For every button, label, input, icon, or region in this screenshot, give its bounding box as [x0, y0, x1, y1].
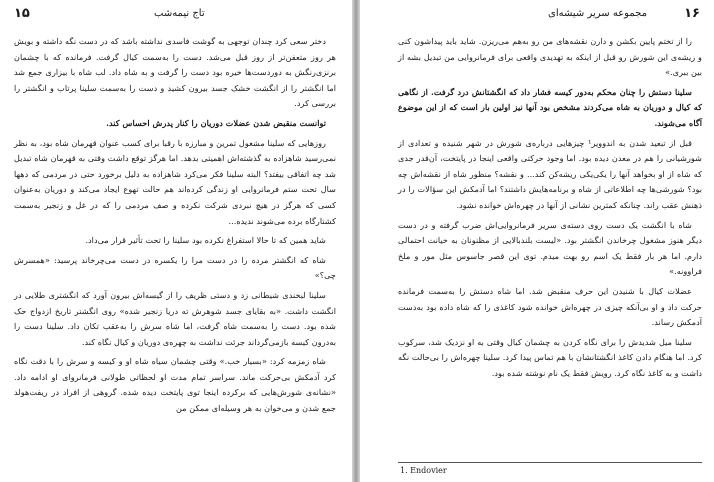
left-page: [0, 0, 352, 482]
left-page-running-title: تاج نیمه‌شب: [154, 8, 205, 19]
paragraph: سلینا لبخندی شیطانی زد و دستی ظریف را از گیسه‌اش بیرون آورد که انگشتری طلایی در انگشت داشت. «به بقایای جسد شوهرش ته دریا زنجیر شده» روی انگشتر تاریخ ازدواج حک شده بود. دست را به‌سمت شاه گرفت، اما شاه سرش را به‌عقب تکان داد. سلینا دست را به‌درون کیسه بازمی‌گرداند جرئت نداشت به چهره‌ی دوریان و کیال نگاه کند.: [14, 289, 336, 347]
paragraph: قبل از تبعید شدن به اندوویر¹ چیزهایی درباره‌ی شورش در شهر شنیده و تعدادی از شورشیانی را هم در معدن دیده بود. اما وجود حرکتی واقعی اینجا در پایتخت، آن‌قدر جدی که شاه از او بخواهد آنها را یکی‌یکی ریشه‌کن کند... و نقشه؟ منظور شاه از نقشه‌اش چه بود؟ شورشی‌ها چه اطلاعاتی از شاه و برنامه‌هایش داشتند؟ اما آدمکش این سؤالات را در ذهنش عقب راند. چنانکه کمترین نشانی از آنها در چهره‌اش خوانده نشود.: [398, 137, 702, 210]
paragraph: روزهایی که سلینا مشغول تمرین و مبارزه با رقبا برای کسب عنوان قهرمان شاه بود، به نظر نمی‌رسید شاهزاده به گذشته‌اش اهمیتی بدهد. اما هرگز توقع داشت وقتی به قهرمان شاه تبدیل شد چه اتفاقی بیفتد؟ البته سلینا فکر می‌کرد شاهزاده به دلیل برخورد حتی در مردمی که دهها سال تحت ستم فرمانروایی او زندگی کرده‌اند هم حالت تهوع ایجاد می‌کند و دوریان به‌عنوان کسی که هرگز در هیچ نبردی شرکت نکرده و صف مردمی را که در غل و زنجیر به‌سمت کشتارگاه برده می‌شوند ندیده...: [14, 137, 336, 226]
right-page-header: [372, 8, 700, 24]
paragraph: سلینا میل شدیدش را برای نگاه کردن به چشمان کیال وقتی به او نزدیک شد، سرکوب کرد. اما هنگام دادن کاغذ انگشتانشان با هم تماس پیدا کرد. سلینا چهره‌اش را بی‌حالت نگه داشت و به کاغذ نگاه کرد. رویش فقط یک نام نوشته شده بود.: [398, 336, 702, 378]
paragraph: عضلات کیال با شنیدن این حرف منقبض شد. اما شاه دستش را به‌سمت فرمانده حرکت داد و او بی‌آنکه چیزی در چهره‌اش خوانده شود کاغذی را که شاه داده بود به‌دست آدمکش رساند.: [398, 285, 702, 328]
right-page-number: ۱۶: [684, 6, 700, 21]
paragraph: شاه که انگشتر مرده را در دست مرا را یکسره در دست می‌چرخاند پرسید: «همسرش چی؟»: [14, 254, 336, 281]
right-page-running-title: مجموعه سریر شیشه‌ای: [548, 8, 647, 19]
paragraph: را از تختم پایین بکشن و دارن نقشه‌های من رو به‌هم می‌ریزن. شاید باید پیداشون کنی و ریشه‌ی این شورش رو قبل از اینکه به تهدیدی واقعی برای فرمانروایی من تبدیل بشه از بین ببری.»: [398, 36, 702, 78]
footnote-divider: [398, 462, 702, 463]
book-gutter: [352, 0, 360, 482]
footnote: 1. Endovier: [400, 466, 447, 475]
paragraph: شاید همین که تا حالا استفراغ نکرده بود سلینا را تحت تأثیر قرار می‌داد.: [85, 235, 326, 246]
left-page-body: [14, 34, 336, 421]
right-page-body: [398, 34, 702, 385]
left-page-header: [14, 8, 334, 24]
paragraph: توانست منقبض شدن عضلات دوریان را کنار پدرش احساس کند.: [106, 117, 326, 128]
paragraph: دختر سعی کرد چندان توجهی به گوشت فاسدی نداشته باشد که در دست نگه داشته و بویش هر روز متعفن‌تر از روز قبل می‌شد. دست را به‌سمت کیال گرفت. فرمانده که با چشمان برنزی‌رنگش به دوردست‌ها خیره بود دست را گرفت و به شاه داد. لب شاه با بیزاری جمع شد اما انگشتر را از انگشت خشک جسد بیرون کشید و دست را به‌سمت سلینا پرتاب و انگشتر را بررسی کرد.: [14, 36, 336, 109]
paragraph: سلینا دستش را چنان محکم به‌دور کیسه فشار داد که انگشتانش درد گرفت. از نگاهی که کیال و دوریان به شاه می‌کردند مشخص بود آنها نیز اولین بار است که از این موضوع آگاه می‌شوند.: [398, 86, 702, 128]
paragraph: شاه زمزمه کرد: «بسیار خب.» وقتی چشمان سیاه شاه او و کیسه و سرش را با دقت نگاه کرد آدمکش بی‌حرکت ماند. سراسر تمام مدت او لحظاتی طولانی فرمانروای او ادامه داد. «نشانه‌ی شورش‌هایی که برکرده اینجا توی پایتخت دیده شده. گروهی از افراد در ریفت‌هولد جمع شدن و می‌خوان به هر وسیله‌ای ممکن من: [14, 356, 336, 414]
right-page: [360, 0, 714, 482]
left-page-number: ۱۵: [14, 6, 30, 21]
paragraph: شاه با انگشت یک دست روی دسته‌ی سریر فرمانروایی‌اش ضرب گرفته و در دست دیگر هنوز مشغول چرخاندن انگشتر بود. «لیست بلندبالایی از مظنونان به خیانت احتمالی دارم. اما هر بار فقط یک اسم رو بهت میدم. توی این قصر جاسوس مثل مور و ملخ فراوونه.»: [398, 219, 702, 277]
